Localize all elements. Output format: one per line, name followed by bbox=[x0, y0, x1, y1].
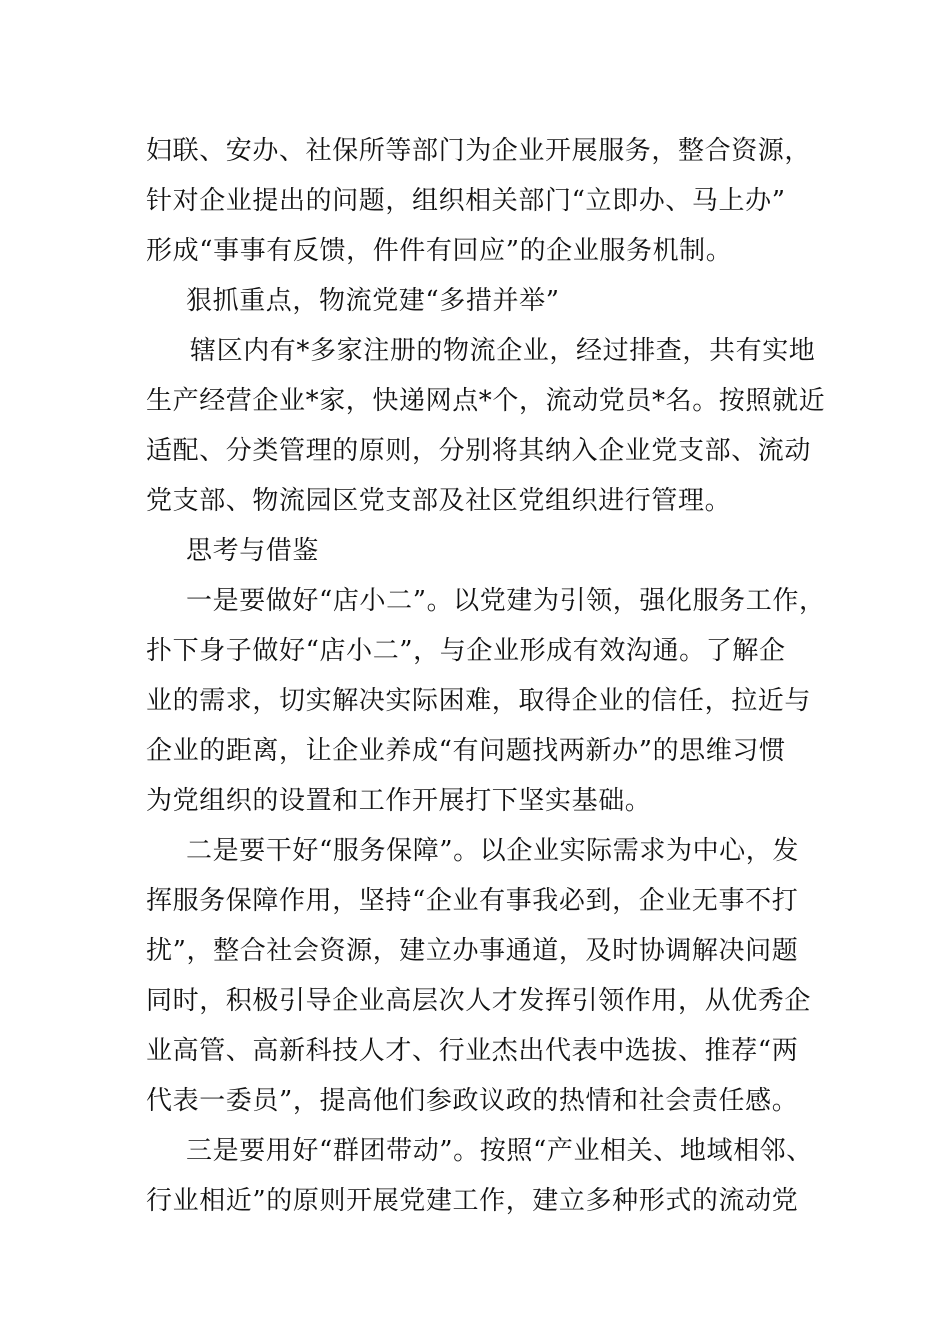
text-line: 形成“事事有反馈，件件有回应”的企业服务机制。 bbox=[146, 236, 733, 266]
text-line: 妇联、安办、社保所等部门为企业开展服务，整合资源， bbox=[146, 136, 812, 166]
text-line: 适配、分类管理的原则，分别将其纳入企业党支部、流动 bbox=[146, 436, 812, 466]
text-line: 三是要用好“群团带动”。按照“产业相关、地域相邻、 bbox=[186, 1136, 813, 1166]
text-line: 业的需求，切实解决实际困难，取得企业的信任，拉近与 bbox=[146, 686, 812, 716]
text-line: 辖区内有*多家注册的物流企业，经过排查，共有实地 bbox=[190, 336, 816, 366]
text-line: 业高管、高新科技人才、行业杰出代表中选拔、推荐“两 bbox=[146, 1036, 799, 1066]
text-line: 扑下身子做好“店小二”，与企业形成有效沟通。了解企 bbox=[146, 636, 786, 666]
text-line: 二是要干好“服务保障”。以企业实际需求为中心，发 bbox=[186, 836, 799, 866]
section-heading: 狠抓重点，物流党建“多措并举” bbox=[186, 286, 560, 316]
text-line: 党支部、物流园区党支部及社区党组织进行管理。 bbox=[146, 486, 732, 516]
text-line: 针对企业提出的问题，组织相关部门“立即办、马上办” bbox=[146, 186, 786, 216]
text-line: 生产经营企业*家，快递网点*个，流动党员*名。按照就近 bbox=[146, 386, 826, 416]
text-line: 企业的距离，让企业养成“有问题找两新办”的思维习惯 bbox=[146, 736, 786, 766]
text-line: 代表一委员”，提高他们参政议政的热情和社会责任感。 bbox=[146, 1086, 799, 1116]
text-line: 同时，积极引导企业高层次人才发挥引领作用，从优秀企 bbox=[146, 986, 812, 1016]
text-line: 行业相近”的原则开展党建工作，建立多种形式的流动党 bbox=[146, 1186, 799, 1216]
text-line: 扰”，整合社会资源，建立办事通道，及时协调解决问题 bbox=[146, 936, 799, 966]
text-line: 为党组织的设置和工作开展打下坚实基础。 bbox=[146, 786, 652, 816]
text-line: 挥服务保障作用，坚持“企业有事我必到，企业无事不打 bbox=[146, 886, 799, 916]
text-line: 一是要做好“店小二”。以党建为引领，强化服务工作， bbox=[186, 586, 826, 616]
section-heading: 思考与借鉴 bbox=[186, 536, 320, 566]
